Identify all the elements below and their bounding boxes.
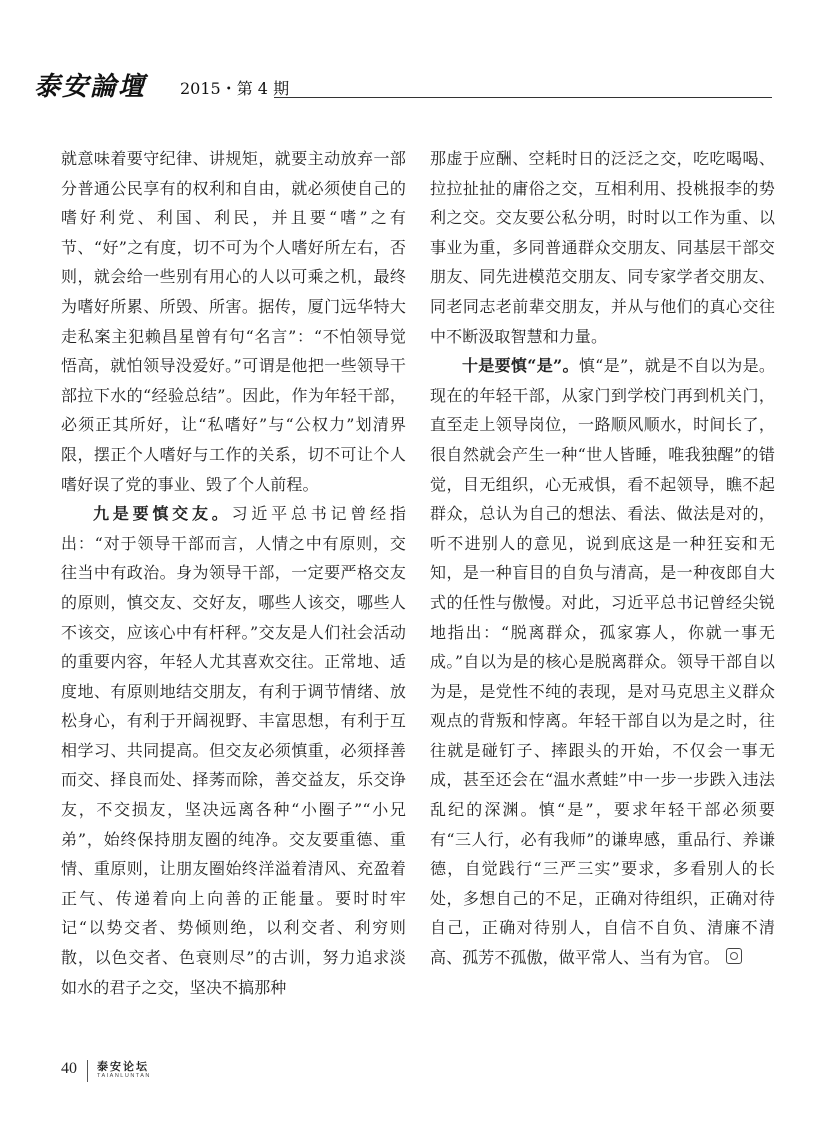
footer-journal-pinyin: TAIANLUNTAN <box>97 1073 151 1079</box>
end-of-article-icon <box>726 948 742 964</box>
paragraph-item-ten <box>430 351 775 972</box>
footer-divider <box>87 1060 88 1082</box>
paragraph-lead: 九是要慎交友。 <box>93 504 232 524</box>
journal-title: 泰安論壇 <box>34 72 147 102</box>
paragraph-item-nine <box>61 499 406 1002</box>
page-header <box>32 70 772 106</box>
page-footer <box>61 1058 261 1088</box>
paragraph-text: 就意味着要守纪律、讲规矩，就要主动放弃一部分普通公民享有的权利和自由，就必须使自己的嗜好利党、利国、利民，并且要“嗜”之有节、“好”之有度，切不可为个人嗜好所左右，否则，就会给一些别有用心的人以可乘之机，最终为嗜好所累、所毁、所害。据传，厦门远华特大走私案主犯赖昌星曾有句“名言”：“不怕领导觉悟高，就怕领导没爱好。”可谓是他把一些领导干部拉下水的“经验总结”。因此，作为年轻干部，必须正其所好，让“私嗜好”与“公权力”划清界限，摆正个人嗜好与工作的关系，切不可让个人嗜好误了党的事业、毁了个人前程。 <box>61 149 406 494</box>
header-rule <box>274 97 772 98</box>
paragraph-text: 习近平总书记曾经指出：“对于领导干部而言，人情之中有原则，交往当中有政治。身为领导干部，一定要严格交友的原则，慎交友、交好友，哪些人该交，哪些人不该交，应该心中有杆秤。”交友是人们社会活动的重要内容，年轻人尤其喜欢交往。正常地、适度地、有原则地结交朋友，有利于调节情绪、放松身心，有利于开阔视野、丰富思想，有利于互相学习、共同提高。但交友必须慎重，必须择善而交、择良而处、择莠而除，善交益友，乐交诤友，不交损友，坚决远离各种“小圈子”“小兄弟”，始终保持朋友圈的纯净。交友要重德、重情、重原则，让朋友圈始终洋溢着清风、充盈着正气、传递着向上向善的正能量。要时时牢记“以势交者、势倾则绝，以利交者、利穷则散，以色交者、色衰则尽”的古训，努力追求淡如水的君子之交，坚决不搞那种 <box>61 504 407 997</box>
page-number: 40 <box>61 1060 77 1077</box>
paragraph-lead: 十是要慎“是”。 <box>462 356 579 376</box>
paragraph-text: 慎“是”，就是不自以为是。现在的年轻干部，从家门到学校门再到机关门，直至走上领导岗位，一路顺风顺水，时间长了，很自然就会产生一种“世人皆睡，唯我独醒”的错觉，目无组织，心无戒惧，看不起领导，瞧不起群众，总认为自己的想法、看法、做法是对的，听不进别人的意见，说到底这是一种狂妄和无知，是一种盲目的自负与清高，是一种夜郎自大式的任性与傲慢。对此，习近平总书记曾经尖锐地指出：“脱离群众，孤家寡人，你就一事无成。”自以为是的核心是脱离群众。领导干部自以为是，是党性不纯的表现，是对马克思主义群众观点的背叛和悖离。年轻干部自以为是之时，往往就是碰钉子、摔跟头的开始，不仅会一事无成，甚至还会在“温水煮蛙”中一步一步跌入违法乱纪的深渊。慎“是”，要求年轻干部必须要有“三人行，必有我师”的谦卑感，重品行、养谦德，自觉践行“三严三实”要求，多看别人的长处，多想自己的不足，正确对待组织，正确对待自己，正确对待别人，自信不自负、清廉不清高、孤芳不孤傲，做平常人、当有为官。 <box>430 356 775 968</box>
left-column <box>61 144 406 1002</box>
footer-journal-name: 泰安论坛 <box>97 1060 149 1073</box>
issue-label: 2015・第 4 期 <box>180 79 290 98</box>
paragraph-continued <box>430 144 775 351</box>
right-column <box>430 144 775 973</box>
paragraph-text: 那虚于应酬、空耗时日的泛泛之交，吃吃喝喝、拉拉扯扯的庸俗之交，互相利用、投桃报李的势利之交。交友要公私分明，时时以工作为重、以事业为重，多同普通群众交朋友、同基层干部交朋友、同先进模范交朋友、同专家学者交朋友、同老同志老前辈交朋友，并从与他们的真心交往中不断汲取智慧和力量。 <box>430 149 775 346</box>
paragraph-continued <box>61 144 406 499</box>
